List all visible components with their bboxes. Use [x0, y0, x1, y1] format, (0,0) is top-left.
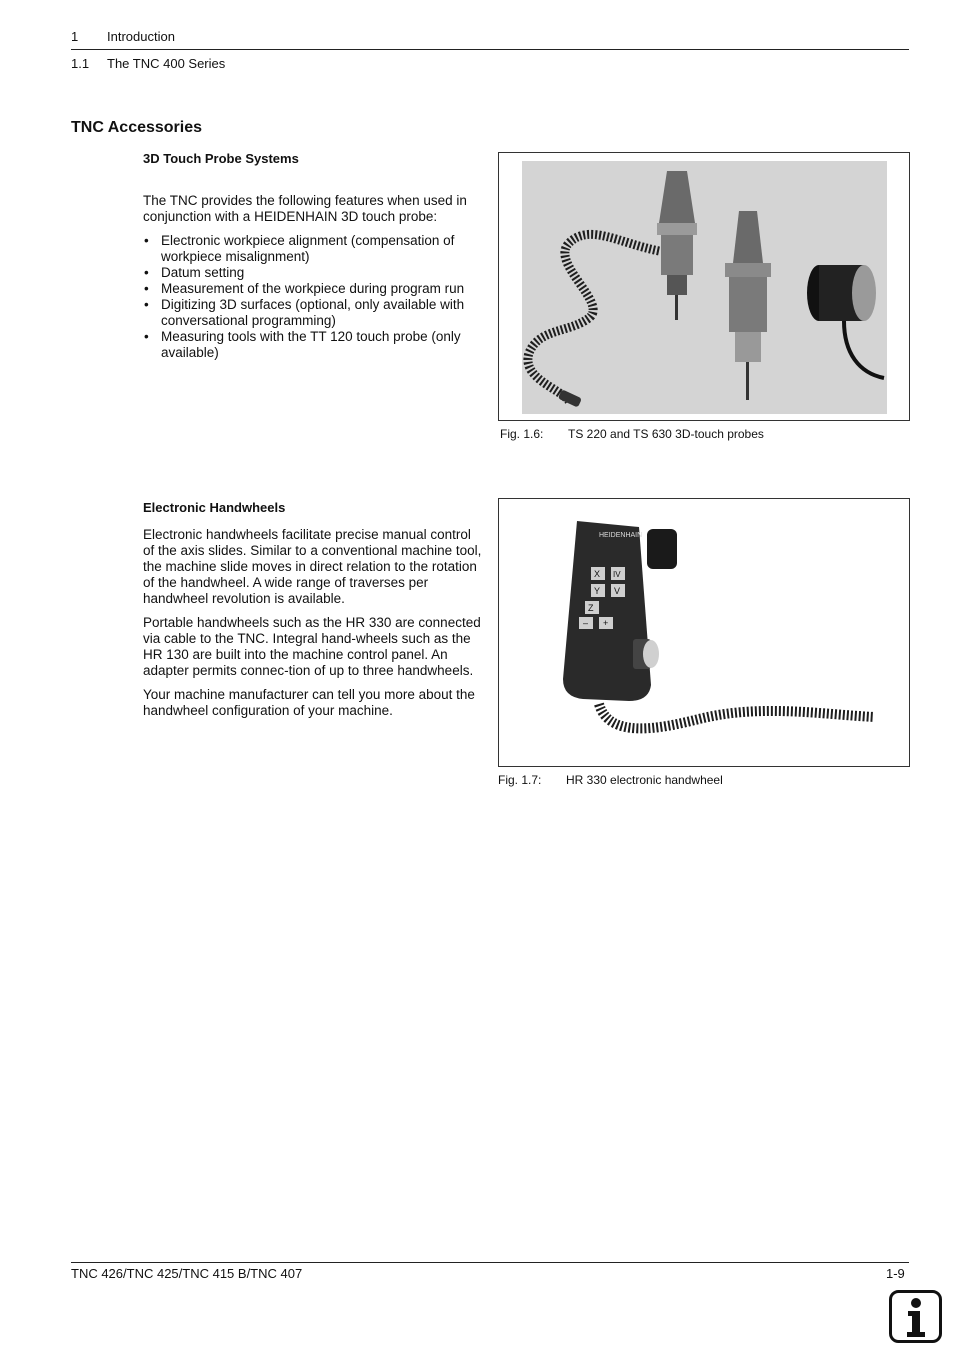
key-label: V: [614, 586, 621, 596]
key-label: Y: [594, 586, 601, 596]
chapter-number: 1: [71, 29, 79, 44]
handwheel-heading: Electronic Handwheels: [143, 500, 286, 515]
handwheel-figure-caption: [498, 773, 723, 787]
handwheel-text: [143, 527, 483, 727]
key-label: Z: [588, 603, 594, 613]
chapter-title: Introduction: [107, 29, 175, 44]
page-number: 1-9: [886, 1266, 905, 1281]
list-item: • Measurement of the workpiece during program run: [143, 281, 473, 297]
key-label: IV: [613, 570, 621, 579]
key-label: X: [594, 569, 601, 579]
list-item: • Measuring tools with the TT 120 touch probe (only available): [143, 329, 473, 361]
figure-caption-text: HR 330 electronic handwheel: [566, 773, 723, 787]
section-heading: TNC Accessories: [71, 119, 203, 136]
figure-touch-probes: [498, 152, 910, 421]
handwheel-photo: [499, 499, 909, 766]
probe-intro-paragraph: The TNC provides the following features when used in conjunction with a HEIDENHAIN 3D touch probe:: [143, 193, 467, 224]
figure-number: Fig. 1.7:: [498, 773, 542, 787]
info-icon: [889, 1290, 942, 1343]
footer-rule: [71, 1262, 909, 1263]
figure-handwheel: [498, 498, 910, 767]
handwheel-paragraph: Electronic handwheels facilitate precise manual control of the axis slides. Similar to a conventional machine tool, the machine slide moves in direct relation to the rotation of the handwheel. A wide range of traverses per handwheel revolution is available.: [143, 527, 482, 606]
list-item: • Electronic workpiece alignment (compensation of workpiece misalignment): [143, 233, 473, 265]
list-item: • Datum setting: [143, 265, 473, 281]
footer-model: TNC 426/TNC 425/TNC 415 B/TNC 407: [71, 1266, 303, 1281]
section-number: 1.1: [71, 56, 90, 71]
probe-heading: 3D Touch Probe Systems: [143, 151, 299, 166]
list-item: • Digitizing 3D surfaces (optional, only available with conversational programming): [143, 297, 473, 329]
key-label: –: [583, 618, 589, 628]
figure-number: Fig. 1.6:: [500, 427, 544, 441]
header-rule: [71, 49, 909, 50]
section-title: The TNC 400 Series: [107, 56, 226, 71]
probe-feature-list: [143, 233, 473, 361]
probe-figure-caption: [500, 427, 764, 441]
handwheel-paragraph: Portable handwheels such as the HR 330 are connected via cable to the TNC. Integral hand-wheels such as the HR 130 are built into the machine control panel. An adapter permits connec-tion of up to three handwheels.: [143, 615, 481, 678]
svg-text:HEIDENHAIN: HEIDENHAIN: [599, 532, 643, 539]
key-label: +: [603, 618, 609, 628]
handwheel-paragraph: Your machine manufacturer can tell you more about the handwheel configuration of your machine.: [143, 687, 475, 718]
touch-probes-photo: [499, 153, 909, 420]
running-header-section: [71, 56, 225, 71]
running-header-chapter: [71, 29, 175, 44]
probe-intro: [143, 193, 483, 233]
figure-caption-text: TS 220 and TS 630 3D-touch probes: [568, 427, 764, 441]
